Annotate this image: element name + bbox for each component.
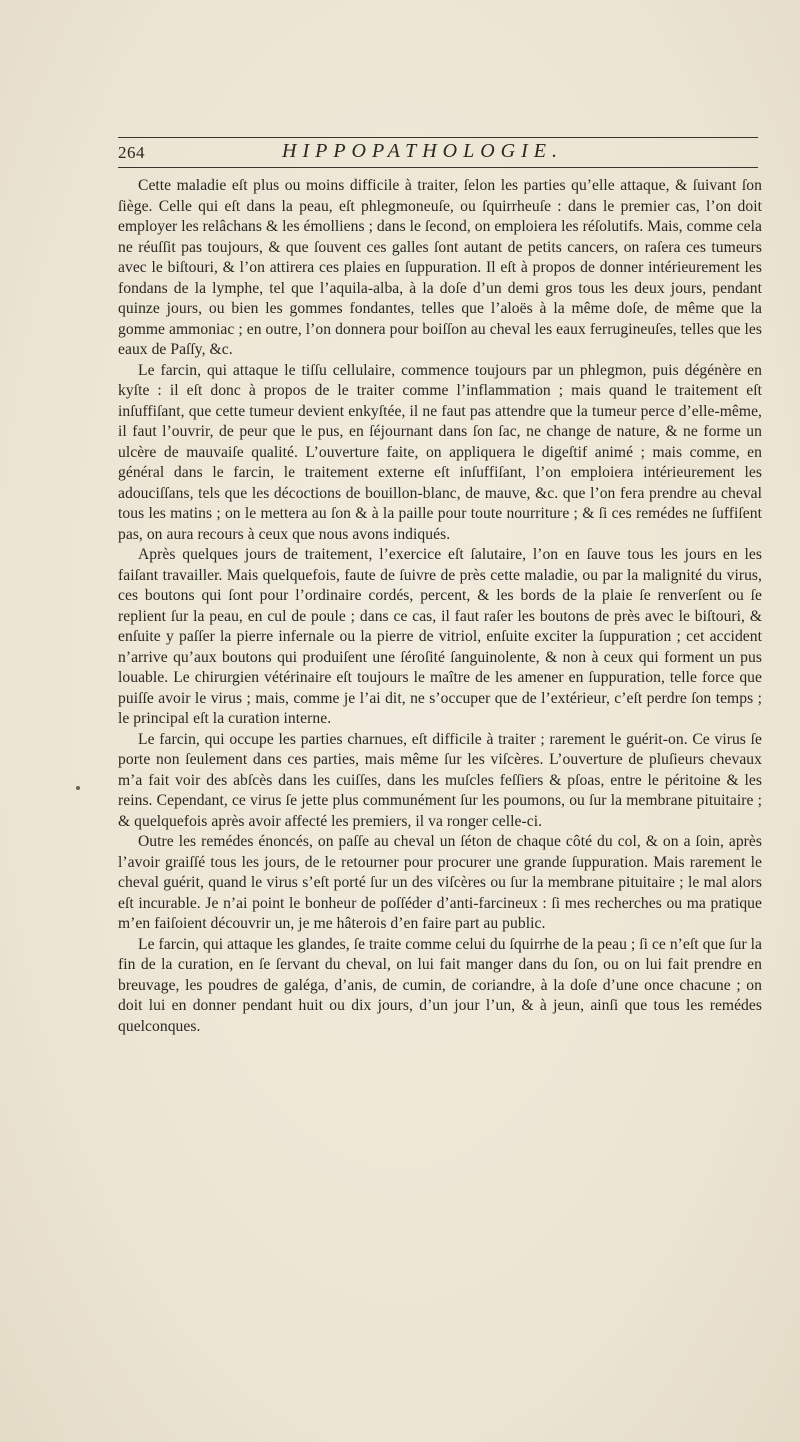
paragraph: Après quelques jours de traitement, l’exercice eſt ſalutaire, l’on en ſauve tous les jours en les faiſant travailler. Mais quelquefois, faute de ſuivre de près cette maladie, ou par la malignité du virus, ces boutons qui ſont pour l’ordinaire cordés, percent, & les bords de la plaie ſe renverſent ou ſe replient ſur la peau, en cul de poule ; dans ce cas, il faut raſer les boutons de près avec le biſtouri, & enſuite y paſſer la pierre infernale ou la pierre de vitriol, enſuite exciter la ſuppuration ; cet accident n’arrive qu’aux boutons qui produiſent une ſéroſité ſanguinolente, & non à ceux qui forment un pus louable. Le chirurgien vétérinaire eſt toujours le maître de les amener en ſuppuration, telle force que puiſſe avoir le virus ; mais, comme je l’ai dit, ne s’occuper que de l’extérieur, c’eſt perdre ſon temps ; le principal eſt la curation interne. [118,546,762,727]
page-header [118,140,758,166]
paragraph: Le farcin, qui attaque le tiſſu cellulaire, commence toujours par un phlegmon, puis dégénère en kyſte : il eſt donc à propos de le traiter comme l’inflammation ; mais quand le traitement eſt inſuffiſant, que cette tumeur devient enkyſtée, il ne faut pas attendre que la tumeur perce d’elle-même, il faut l’ouvrir, de peur que le pus, en ſéjournant dans ſon ſac, ne change de nature, & ne forme un ulcère de mauvaiſe qualité. L’ouverture faite, on appliquera le digeſtif animé ; mais comme, en général dans le farcin, le traitement externe eſt inſuffiſant, l’on emploiera intérieurement les adouciſſans, tels que les décoctions de bouillon-blanc, de mauve, &c. que l’on fera prendre au cheval tous les matins ; on le mettera au ſon & à la paille pour toute nourriture ; & ſi ces remédes ne ſuffiſent pas, on aura recours à ceux que nous avons indiqués. [118,361,762,543]
page-number: 264 [118,143,145,162]
margin-ink-dot [76,786,80,790]
paragraph: Outre les remédes énoncés, on paſſe au cheval un ſéton de chaque côté du col, & on a ſoin, après l’avoir graiſſé tous les jours, de le retourner pour procurer une grande ſuppuration. Mais rarement le cheval guérit, quand le virus s’eſt porté ſur un des viſcères ou ſur la membrane pituitaire ; le mal alors eſt incurable. Je n’ai point le bonheur de poſſéder d’anti-farcineux : ſi mes recherches ou ma pratique m’en faiſoient découvrir un, je me hâterois d’en faire part au public. [118,833,762,932]
paragraph: Cette maladie eſt plus ou moins difficile à traiter, ſelon les parties qu’elle attaque, & ſuivant ſon ſiège. Celle qui eſt dans la peau, eſt phlegmoneuſe, ou ſquirrheuſe : dans le premier cas, l’on doit employer les relâchans & les émolliens ; dans le ſecond, on emploiera les réſolutifs. Mais, comme cela ne réuſſit pas toujours, & que ſouvent ces galles ſont autant de petits cancers, on raſera ces tumeurs avec le biſtouri, & l’on attirera ces plaies en ſuppuration. Il eſt à propos de donner intérieurement les fondans de la lymphe, tel que l’aquila-alba, à la doſe d’un demi gros tous les deux jours, pendant quinze jours, ou bien les gommes fondantes, telles que l’aloës à la même doſe, de même que la gomme ammoniac ; en outre, l’on donnera pour boiſſon au cheval les eaux ferrugineuſes, telles que les eaux de Paſſy, &c. [118,177,762,358]
header-rule-top [118,137,758,138]
header-rule-bottom [118,167,758,168]
body-text [118,176,762,1037]
paragraph: Le farcin, qui occupe les parties charnues, eſt difficile à traiter ; rarement le guérit-on. Ce virus ſe porte non ſeulement dans ces parties, mais même ſur les viſcères. L’ouverture de pluſieurs chevaux m’a fait voir des abſcès dans les cuiſſes, dans les muſcles feſſiers & pſoas, entre le péritoine & les reins. Cependant, ce virus ſe jette plus communément ſur les poumons, ou ſur la membrane pituitaire ; & quelquefois après avoir affecté les premiers, il va ronger celle-ci. [118,730,762,830]
paragraph: Le farcin, qui attaque les glandes, ſe traite comme celui du ſquirrhe de la peau ; ſi ce n’eſt que ſur la fin de la curation, en ſe ſervant du cheval, on lui fait manger dans du ſon, ou on lui fait prendre en breuvage, les poudres de galéga, d’anis, de cumin, de coriandre, à la doſe d’une once chacune ; on doit lui en donner pendant huit ou dix jours, d’un jour l’un, & à jeun, ainſi que tous les remédes quelconques. [118,935,762,1035]
running-title: HIPPOPATHOLOGIE. [282,140,563,162]
